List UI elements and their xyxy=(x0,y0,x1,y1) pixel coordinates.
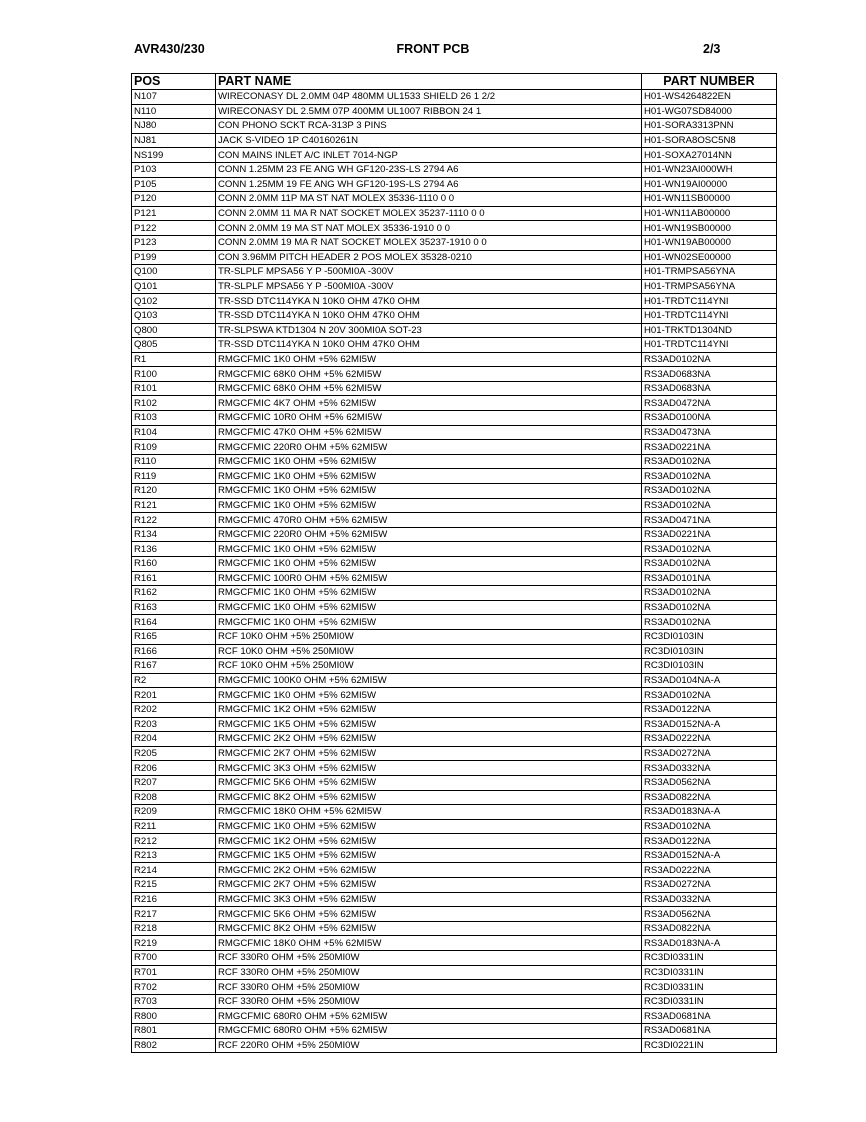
part-name-cell: CON 3.96MM PITCH HEADER 2 POS MOLEX 35328-0210 xyxy=(216,250,642,265)
pos-cell: R167 xyxy=(132,659,216,674)
column-header-pos: POS xyxy=(132,74,216,90)
pos-cell: R218 xyxy=(132,921,216,936)
table-row xyxy=(132,834,777,849)
part-number-cell: H01-TRKTD1304ND xyxy=(642,323,777,338)
pos-cell: R100 xyxy=(132,367,216,382)
part-name-cell: RMGCFMIC 680R0 OHM +5% 62MI5W xyxy=(216,1024,642,1039)
part-number-cell: RS3AD0102NA xyxy=(642,819,777,834)
part-name-cell: RMGCFMIC 1K0 OHM +5% 62MI5W xyxy=(216,498,642,513)
pos-cell: R205 xyxy=(132,746,216,761)
part-number-cell: RS3AD0100NA xyxy=(642,411,777,426)
table-row xyxy=(132,148,777,163)
part-name-cell: RCF 330R0 OHM +5% 250MI0W xyxy=(216,951,642,966)
table-row xyxy=(132,177,777,192)
table-row xyxy=(132,498,777,513)
pos-cell: R217 xyxy=(132,907,216,922)
table-row xyxy=(132,425,777,440)
part-number-cell: H01-WN19AI00000 xyxy=(642,177,777,192)
part-name-cell: TR-SLPSWA KTD1304 N 20V 300MI0A SOT-23 xyxy=(216,323,642,338)
pos-cell: R208 xyxy=(132,790,216,805)
part-name-cell: CONN 2.0MM 11P MA ST NAT MOLEX 35336-1110 0 0 xyxy=(216,192,642,207)
page-number: 2/3 xyxy=(703,42,721,56)
part-name-cell: CONN 2.0MM 19 MA R NAT SOCKET MOLEX 35237-1910 0 0 xyxy=(216,235,642,250)
table-row xyxy=(132,381,777,396)
part-number-cell: H01-WS4264822EN xyxy=(642,90,777,105)
part-number-cell: RS3AD0221NA xyxy=(642,527,777,542)
pos-cell: R701 xyxy=(132,965,216,980)
part-name-cell: RMGCFMIC 47K0 OHM +5% 62MI5W xyxy=(216,425,642,440)
part-number-cell: RS3AD0102NA xyxy=(642,542,777,557)
part-number-cell: RS3AD0102NA xyxy=(642,498,777,513)
part-name-cell: TR-SSD DTC114YKA N 10K0 OHM 47K0 OHM xyxy=(216,308,642,323)
pos-cell: NS199 xyxy=(132,148,216,163)
pos-cell: R1 xyxy=(132,352,216,367)
table-row xyxy=(132,396,777,411)
part-number-cell: RS3AD0104NA-A xyxy=(642,673,777,688)
table-row xyxy=(132,308,777,323)
part-number-cell: H01-SORA8OSC5N8 xyxy=(642,133,777,148)
part-number-cell: RS3AD0222NA xyxy=(642,732,777,747)
part-number-cell: RC3DI0331IN xyxy=(642,965,777,980)
part-number-cell: RS3AD0681NA xyxy=(642,1009,777,1024)
pos-cell: R101 xyxy=(132,381,216,396)
table-row xyxy=(132,294,777,309)
part-name-cell: CONN 1.25MM 23 FE ANG WH GF120-23S-LS 2794 A6 xyxy=(216,162,642,177)
pos-cell: Q101 xyxy=(132,279,216,294)
table-row xyxy=(132,527,777,542)
pos-cell: R119 xyxy=(132,469,216,484)
part-number-cell: RS3AD0183NA-A xyxy=(642,805,777,820)
part-number-cell: RS3AD0681NA xyxy=(642,1024,777,1039)
part-name-cell: RMGCFMIC 4K7 OHM +5% 62MI5W xyxy=(216,396,642,411)
part-name-cell: RMGCFMIC 1K0 OHM +5% 62MI5W xyxy=(216,542,642,557)
table-row xyxy=(132,863,777,878)
pos-cell: P120 xyxy=(132,192,216,207)
table-row xyxy=(132,323,777,338)
table-row xyxy=(132,717,777,732)
part-name-cell: RMGCFMIC 1K2 OHM +5% 62MI5W xyxy=(216,702,642,717)
part-number-cell: RS3AD0122NA xyxy=(642,702,777,717)
table-row xyxy=(132,542,777,557)
part-number-cell: H01-WN23AI000WH xyxy=(642,162,777,177)
part-name-cell: RMGCFMIC 18K0 OHM +5% 62MI5W xyxy=(216,805,642,820)
pos-cell: R216 xyxy=(132,892,216,907)
part-name-cell: RMGCFMIC 100R0 OHM +5% 62MI5W xyxy=(216,571,642,586)
column-header-part-name: PART NAME xyxy=(216,74,642,90)
part-number-cell: RS3AD0102NA xyxy=(642,469,777,484)
part-name-cell: WIRECONASY DL 2.5MM 07P 400MM UL1007 RIBBON 24 1 xyxy=(216,104,642,119)
table-row xyxy=(132,192,777,207)
table-row xyxy=(132,235,777,250)
part-number-cell: H01-TRDTC114YNI xyxy=(642,308,777,323)
part-number-cell: H01-TRDTC114YNI xyxy=(642,338,777,353)
pos-cell: P105 xyxy=(132,177,216,192)
pos-cell: P123 xyxy=(132,235,216,250)
part-number-cell: RS3AD0102NA xyxy=(642,600,777,615)
part-number-cell: H01-WN19AB00000 xyxy=(642,235,777,250)
part-name-cell: RMGCFMIC 18K0 OHM +5% 62MI5W xyxy=(216,936,642,951)
part-number-cell: RS3AD0332NA xyxy=(642,761,777,776)
part-number-cell: RC3DI0221IN xyxy=(642,1038,777,1053)
part-number-cell: RS3AD0822NA xyxy=(642,790,777,805)
pos-cell: R802 xyxy=(132,1038,216,1053)
pos-cell: R104 xyxy=(132,425,216,440)
part-name-cell: RMGCFMIC 2K2 OHM +5% 62MI5W xyxy=(216,732,642,747)
part-number-cell: RS3AD0102NA xyxy=(642,586,777,601)
part-name-cell: RMGCFMIC 1K0 OHM +5% 62MI5W xyxy=(216,586,642,601)
part-name-cell: RMGCFMIC 10R0 OHM +5% 62MI5W xyxy=(216,411,642,426)
table-row xyxy=(132,673,777,688)
pos-cell: R702 xyxy=(132,980,216,995)
part-name-cell: RMGCFMIC 1K0 OHM +5% 62MI5W xyxy=(216,819,642,834)
pos-cell: P103 xyxy=(132,162,216,177)
part-number-cell: RS3AD0101NA xyxy=(642,571,777,586)
table-row xyxy=(132,936,777,951)
table-row xyxy=(132,892,777,907)
table-row xyxy=(132,221,777,236)
pos-cell: P122 xyxy=(132,221,216,236)
pos-cell: R202 xyxy=(132,702,216,717)
part-number-cell: RC3DI0331IN xyxy=(642,994,777,1009)
part-number-cell: H01-TRMPSA56YNA xyxy=(642,265,777,280)
pos-cell: R203 xyxy=(132,717,216,732)
pos-cell: R109 xyxy=(132,440,216,455)
part-number-cell: RS3AD0102NA xyxy=(642,454,777,469)
table-row xyxy=(132,338,777,353)
table-row xyxy=(132,411,777,426)
part-name-cell: CON PHONO SCKT RCA-313P 3 PINS xyxy=(216,119,642,134)
table-row xyxy=(132,848,777,863)
table-row xyxy=(132,644,777,659)
part-name-cell: RMGCFMIC 1K0 OHM +5% 62MI5W xyxy=(216,615,642,630)
table-row xyxy=(132,265,777,280)
pos-cell: R700 xyxy=(132,951,216,966)
pos-cell: Q805 xyxy=(132,338,216,353)
part-number-cell: RS3AD0272NA xyxy=(642,878,777,893)
table-row xyxy=(132,600,777,615)
part-number-cell: RS3AD0102NA xyxy=(642,688,777,703)
part-name-cell: RMGCFMIC 1K0 OHM +5% 62MI5W xyxy=(216,600,642,615)
pos-cell: R207 xyxy=(132,775,216,790)
part-name-cell: RMGCFMIC 8K2 OHM +5% 62MI5W xyxy=(216,921,642,936)
pos-cell: R161 xyxy=(132,571,216,586)
part-name-cell: RCF 220R0 OHM +5% 250MI0W xyxy=(216,1038,642,1053)
table-row xyxy=(132,907,777,922)
table-row xyxy=(132,629,777,644)
pos-cell: R213 xyxy=(132,848,216,863)
part-number-cell: RS3AD0472NA xyxy=(642,396,777,411)
pos-cell: R162 xyxy=(132,586,216,601)
part-name-cell: RMGCFMIC 1K0 OHM +5% 62MI5W xyxy=(216,469,642,484)
pos-cell: N107 xyxy=(132,90,216,105)
table-header-row xyxy=(132,74,777,90)
column-header-part-number: PART NUMBER xyxy=(642,74,777,90)
part-number-cell: H01-WN19SB00000 xyxy=(642,221,777,236)
table-row xyxy=(132,732,777,747)
pos-cell: NJ80 xyxy=(132,119,216,134)
part-number-cell: RS3AD0562NA xyxy=(642,907,777,922)
part-number-cell: RS3AD0102NA xyxy=(642,352,777,367)
table-row xyxy=(132,352,777,367)
part-number-cell: H01-WN11SB00000 xyxy=(642,192,777,207)
table-row xyxy=(132,250,777,265)
table-row xyxy=(132,702,777,717)
part-name-cell: RCF 10K0 OHM +5% 250MI0W xyxy=(216,629,642,644)
part-number-cell: RS3AD0102NA xyxy=(642,557,777,572)
table-row xyxy=(132,104,777,119)
pos-cell: Q100 xyxy=(132,265,216,280)
part-name-cell: RMGCFMIC 680R0 OHM +5% 62MI5W xyxy=(216,1009,642,1024)
table-row xyxy=(132,367,777,382)
table-row xyxy=(132,965,777,980)
part-number-cell: RC3DI0103IN xyxy=(642,629,777,644)
part-number-cell: H01-SOXA27014NN xyxy=(642,148,777,163)
part-name-cell: RMGCFMIC 100K0 OHM +5% 62MI5W xyxy=(216,673,642,688)
document-model: AVR430/230 xyxy=(134,42,205,56)
part-number-cell: RC3DI0103IN xyxy=(642,644,777,659)
part-number-cell: RS3AD0221NA xyxy=(642,440,777,455)
pos-cell: R209 xyxy=(132,805,216,820)
part-name-cell: RMGCFMIC 1K2 OHM +5% 62MI5W xyxy=(216,834,642,849)
pos-cell: R801 xyxy=(132,1024,216,1039)
part-number-cell: RS3AD0683NA xyxy=(642,381,777,396)
part-number-cell: RC3DI0103IN xyxy=(642,659,777,674)
table-row xyxy=(132,761,777,776)
part-name-cell: RMGCFMIC 8K2 OHM +5% 62MI5W xyxy=(216,790,642,805)
pos-cell: R102 xyxy=(132,396,216,411)
part-name-cell: RMGCFMIC 1K0 OHM +5% 62MI5W xyxy=(216,557,642,572)
part-name-cell: RCF 330R0 OHM +5% 250MI0W xyxy=(216,994,642,1009)
pos-cell: R800 xyxy=(132,1009,216,1024)
pos-cell: Q103 xyxy=(132,308,216,323)
part-number-cell: RS3AD0332NA xyxy=(642,892,777,907)
part-number-cell: RS3AD0102NA xyxy=(642,484,777,499)
table-row xyxy=(132,746,777,761)
pos-cell: R120 xyxy=(132,484,216,499)
part-name-cell: RCF 10K0 OHM +5% 250MI0W xyxy=(216,659,642,674)
part-name-cell: JACK S-VIDEO 1P C40160261N xyxy=(216,133,642,148)
part-name-cell: CONN 2.0MM 19 MA ST NAT MOLEX 35336-1910 0 0 xyxy=(216,221,642,236)
pos-cell: R160 xyxy=(132,557,216,572)
part-name-cell: RMGCFMIC 1K0 OHM +5% 62MI5W xyxy=(216,484,642,499)
part-number-cell: RS3AD0683NA xyxy=(642,367,777,382)
table-row xyxy=(132,980,777,995)
part-number-cell: RS3AD0562NA xyxy=(642,775,777,790)
part-name-cell: CON MAINS INLET A/C INLET 7014-NGP xyxy=(216,148,642,163)
document-title: FRONT PCB xyxy=(396,42,470,56)
part-name-cell: RMGCFMIC 2K7 OHM +5% 62MI5W xyxy=(216,746,642,761)
table-row xyxy=(132,921,777,936)
part-name-cell: RMGCFMIC 5K6 OHM +5% 62MI5W xyxy=(216,775,642,790)
pos-cell: R211 xyxy=(132,819,216,834)
table-row xyxy=(132,615,777,630)
part-number-cell: RS3AD0183NA-A xyxy=(642,936,777,951)
pos-cell: R165 xyxy=(132,629,216,644)
part-name-cell: CONN 2.0MM 11 MA R NAT SOCKET MOLEX 35237-1110 0 0 xyxy=(216,206,642,221)
table-row xyxy=(132,878,777,893)
part-number-cell: RS3AD0152NA-A xyxy=(642,717,777,732)
pos-cell: P121 xyxy=(132,206,216,221)
pos-cell: Q102 xyxy=(132,294,216,309)
pos-cell: R206 xyxy=(132,761,216,776)
part-name-cell: RMGCFMIC 1K0 OHM +5% 62MI5W xyxy=(216,454,642,469)
table-row xyxy=(132,484,777,499)
pos-cell: R121 xyxy=(132,498,216,513)
pos-cell: N110 xyxy=(132,104,216,119)
part-number-cell: RS3AD0152NA-A xyxy=(642,848,777,863)
part-name-cell: TR-SSD DTC114YKA N 10K0 OHM 47K0 OHM xyxy=(216,294,642,309)
table-row xyxy=(132,659,777,674)
pos-cell: Q800 xyxy=(132,323,216,338)
part-number-cell: RS3AD0272NA xyxy=(642,746,777,761)
pos-cell: R219 xyxy=(132,936,216,951)
pos-cell: R166 xyxy=(132,644,216,659)
part-name-cell: WIRECONASY DL 2.0MM 04P 480MM UL1533 SHIELD 26 1 2/2 xyxy=(216,90,642,105)
pos-cell: R136 xyxy=(132,542,216,557)
pos-cell: R204 xyxy=(132,732,216,747)
part-name-cell: RMGCFMIC 1K0 OHM +5% 62MI5W xyxy=(216,688,642,703)
table-row xyxy=(132,469,777,484)
pos-cell: R134 xyxy=(132,527,216,542)
part-name-cell: CONN 1.25MM 19 FE ANG WH GF120-19S-LS 2794 A6 xyxy=(216,177,642,192)
table-row xyxy=(132,790,777,805)
part-name-cell: RMGCFMIC 1K5 OHM +5% 62MI5W xyxy=(216,848,642,863)
part-name-cell: RMGCFMIC 68K0 OHM +5% 62MI5W xyxy=(216,367,642,382)
part-name-cell: RMGCFMIC 2K2 OHM +5% 62MI5W xyxy=(216,863,642,878)
table-row xyxy=(132,775,777,790)
pos-cell: R122 xyxy=(132,513,216,528)
part-name-cell: RCF 330R0 OHM +5% 250MI0W xyxy=(216,965,642,980)
table-row xyxy=(132,162,777,177)
pos-cell: R2 xyxy=(132,673,216,688)
table-row xyxy=(132,571,777,586)
part-number-cell: H01-WG07SD84000 xyxy=(642,104,777,119)
part-name-cell: RMGCFMIC 3K3 OHM +5% 62MI5W xyxy=(216,761,642,776)
table-row xyxy=(132,1038,777,1053)
table-row xyxy=(132,805,777,820)
part-name-cell: RMGCFMIC 220R0 OHM +5% 62MI5W xyxy=(216,527,642,542)
part-name-cell: RMGCFMIC 68K0 OHM +5% 62MI5W xyxy=(216,381,642,396)
table-row xyxy=(132,688,777,703)
part-name-cell: TR-SLPLF MPSA56 Y P -500MI0A -300V xyxy=(216,265,642,280)
part-name-cell: RCF 330R0 OHM +5% 250MI0W xyxy=(216,980,642,995)
part-number-cell: H01-TRMPSA56YNA xyxy=(642,279,777,294)
table-row xyxy=(132,557,777,572)
pos-cell: R164 xyxy=(132,615,216,630)
part-name-cell: RMGCFMIC 3K3 OHM +5% 62MI5W xyxy=(216,892,642,907)
table-row xyxy=(132,586,777,601)
part-number-cell: H01-SORA3313PNN xyxy=(642,119,777,134)
part-number-cell: H01-TRDTC114YNI xyxy=(642,294,777,309)
pos-cell: P199 xyxy=(132,250,216,265)
table-row xyxy=(132,513,777,528)
pos-cell: R163 xyxy=(132,600,216,615)
table-row xyxy=(132,819,777,834)
pos-cell: R215 xyxy=(132,878,216,893)
pos-cell: R214 xyxy=(132,863,216,878)
part-name-cell: RMGCFMIC 220R0 OHM +5% 62MI5W xyxy=(216,440,642,455)
part-name-cell: TR-SLPLF MPSA56 Y P -500MI0A -300V xyxy=(216,279,642,294)
part-name-cell: RMGCFMIC 470R0 OHM +5% 62MI5W xyxy=(216,513,642,528)
pos-cell: R103 xyxy=(132,411,216,426)
table-row xyxy=(132,994,777,1009)
part-name-cell: RMGCFMIC 2K7 OHM +5% 62MI5W xyxy=(216,878,642,893)
table-row xyxy=(132,206,777,221)
table-row xyxy=(132,1024,777,1039)
table-row xyxy=(132,133,777,148)
part-number-cell: H01-WN02SE00000 xyxy=(642,250,777,265)
part-number-cell: RS3AD0102NA xyxy=(642,615,777,630)
part-name-cell: RMGCFMIC 1K5 OHM +5% 62MI5W xyxy=(216,717,642,732)
parts-table xyxy=(131,73,777,1053)
table-row xyxy=(132,454,777,469)
part-number-cell: RC3DI0331IN xyxy=(642,980,777,995)
pos-cell: R703 xyxy=(132,994,216,1009)
table-row xyxy=(132,119,777,134)
part-number-cell: RS3AD0473NA xyxy=(642,425,777,440)
part-number-cell: RS3AD0122NA xyxy=(642,834,777,849)
table-row xyxy=(132,1009,777,1024)
pos-cell: NJ81 xyxy=(132,133,216,148)
table-row xyxy=(132,951,777,966)
table-row xyxy=(132,279,777,294)
part-number-cell: RS3AD0471NA xyxy=(642,513,777,528)
table-row xyxy=(132,440,777,455)
part-number-cell: RC3DI0331IN xyxy=(642,951,777,966)
part-name-cell: TR-SSD DTC114YKA N 10K0 OHM 47K0 OHM xyxy=(216,338,642,353)
pos-cell: R110 xyxy=(132,454,216,469)
part-number-cell: H01-WN11AB00000 xyxy=(642,206,777,221)
pos-cell: R212 xyxy=(132,834,216,849)
part-number-cell: RS3AD0222NA xyxy=(642,863,777,878)
part-number-cell: RS3AD0822NA xyxy=(642,921,777,936)
part-name-cell: RMGCFMIC 5K6 OHM +5% 62MI5W xyxy=(216,907,642,922)
part-name-cell: RCF 10K0 OHM +5% 250MI0W xyxy=(216,644,642,659)
part-name-cell: RMGCFMIC 1K0 OHM +5% 62MI5W xyxy=(216,352,642,367)
table-row xyxy=(132,90,777,105)
pos-cell: R201 xyxy=(132,688,216,703)
